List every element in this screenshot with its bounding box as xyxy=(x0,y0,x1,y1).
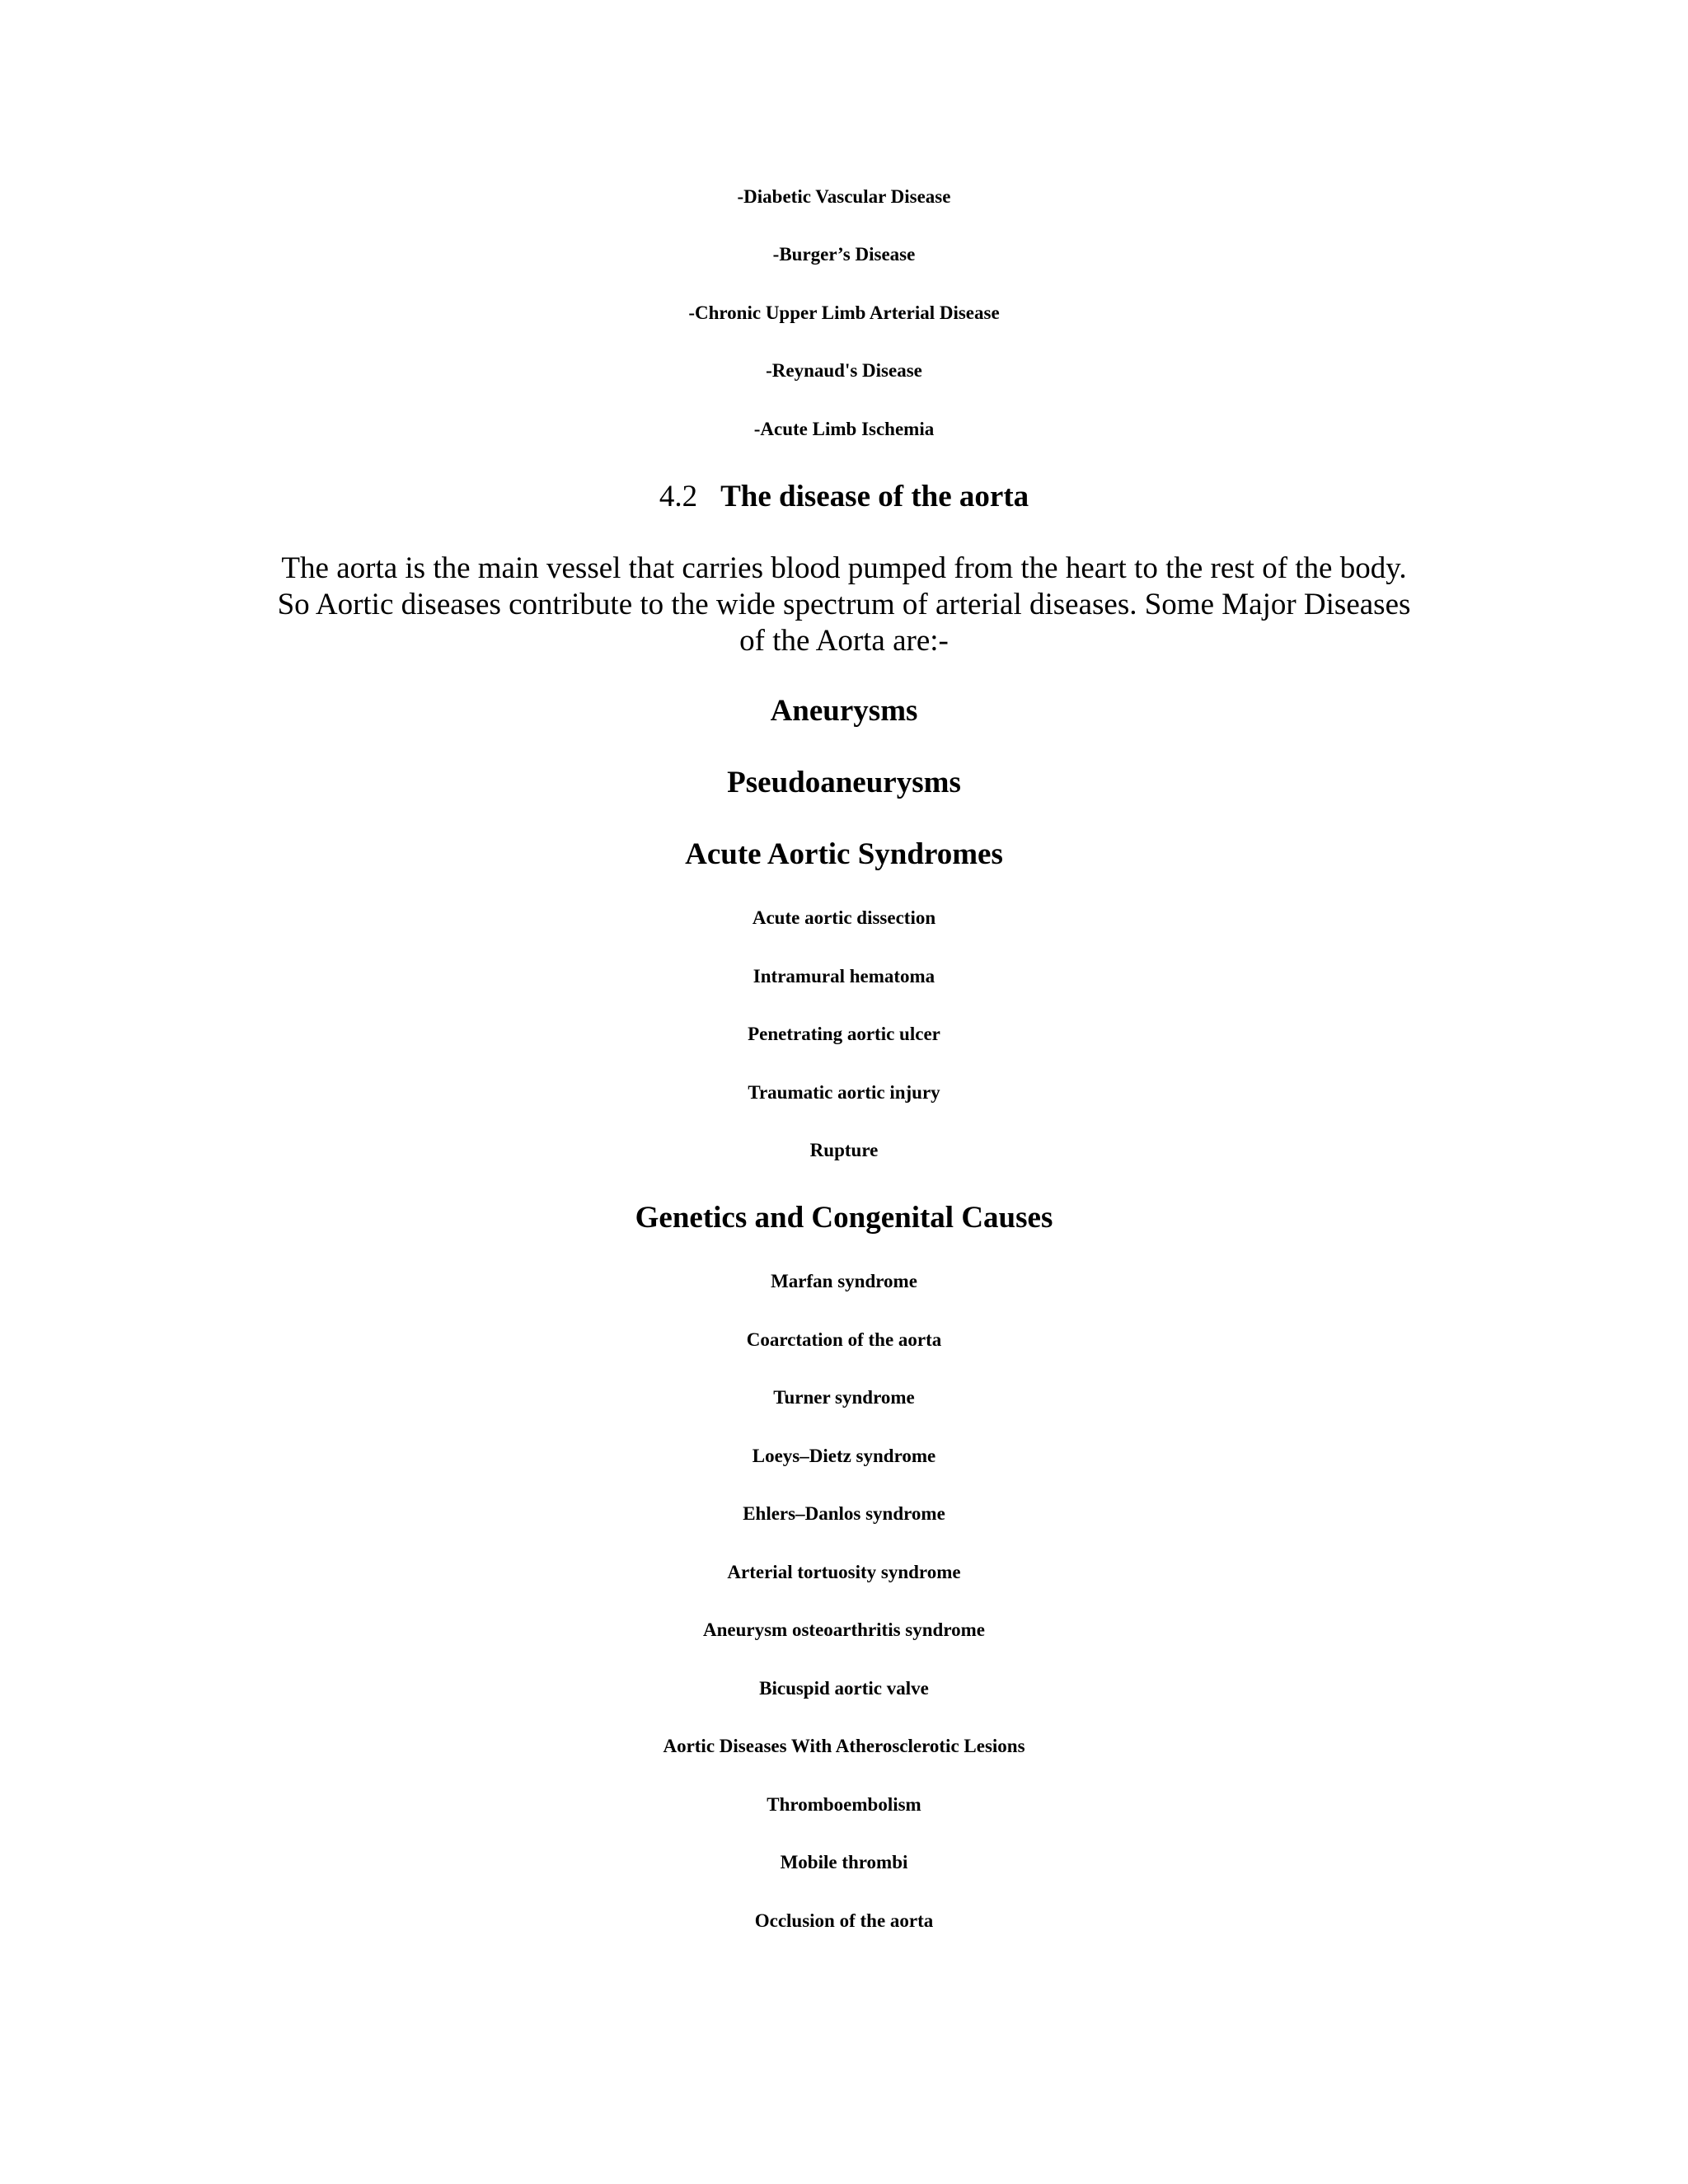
section-number: 4.2 xyxy=(659,480,698,513)
paragraph-line-2: So Aortic diseases contribute to the wide spectrum of arterial diseases. Some Major Diseases xyxy=(277,588,1411,621)
intro-paragraph xyxy=(256,551,1432,659)
list-item-arterial-tortuosity-syndrome: Arterial tortuosity syndrome xyxy=(727,1562,961,1582)
list-item-diabetic-vascular-disease: -Diabetic Vascular Disease xyxy=(737,186,951,207)
list-item-ehlers-danlos-syndrome: Ehlers–Danlos syndrome xyxy=(743,1503,945,1524)
list-item-coarctation-of-the-aorta: Coarctation of the aorta xyxy=(746,1329,942,1350)
heading-acute-aortic-syndromes: Acute Aortic Syndromes xyxy=(685,837,1003,871)
list-item-thromboembolism: Thromboembolism xyxy=(767,1794,921,1815)
list-item-aortic-diseases-atherosclerotic-lesions: Aortic Diseases With Atherosclerotic Lesions xyxy=(663,1736,1025,1756)
list-item-turner-syndrome: Turner syndrome xyxy=(773,1387,915,1408)
list-item-loeys-dietz-syndrome: Loeys–Dietz syndrome xyxy=(752,1446,936,1466)
heading-aneurysms: Aneurysms xyxy=(770,694,918,728)
list-item-bicuspid-aortic-valve: Bicuspid aortic valve xyxy=(759,1678,929,1699)
list-item-aneurysm-osteoarthritis-syndrome: Aneurysm osteoarthritis syndrome xyxy=(703,1619,985,1640)
paragraph-line-3: of the Aorta are:- xyxy=(739,624,949,658)
section-heading xyxy=(0,481,1688,512)
heading-genetics-congenital-causes: Genetics and Congenital Causes xyxy=(635,1201,1053,1235)
list-item-occlusion-of-the-aorta: Occlusion of the aorta xyxy=(754,1910,934,1931)
list-item-reynauds-disease: -Reynaud's Disease xyxy=(766,360,922,381)
list-item-chronic-upper-limb-arterial-disease: -Chronic Upper Limb Arterial Disease xyxy=(688,302,1000,323)
list-item-mobile-thrombi: Mobile thrombi xyxy=(780,1852,908,1872)
list-item-acute-limb-ischemia: -Acute Limb Ischemia xyxy=(753,419,935,439)
list-item-burgers-disease: -Burger’s Disease xyxy=(772,244,916,265)
list-item-marfan-syndrome: Marfan syndrome xyxy=(771,1271,917,1291)
list-item-rupture: Rupture xyxy=(809,1140,879,1160)
list-item-acute-aortic-dissection: Acute aortic dissection xyxy=(752,907,936,928)
paragraph-line-1: The aorta is the main vessel that carries blood pumped from the heart to the rest of the body. xyxy=(281,551,1407,585)
section-title: The disease of the aorta xyxy=(720,480,1029,513)
list-item-penetrating-aortic-ulcer: Penetrating aortic ulcer xyxy=(748,1024,940,1044)
list-item-intramural-hematoma: Intramural hematoma xyxy=(753,966,935,987)
list-item-traumatic-aortic-injury: Traumatic aortic injury xyxy=(748,1082,940,1103)
heading-pseudoaneurysms: Pseudoaneurysms xyxy=(727,766,961,799)
